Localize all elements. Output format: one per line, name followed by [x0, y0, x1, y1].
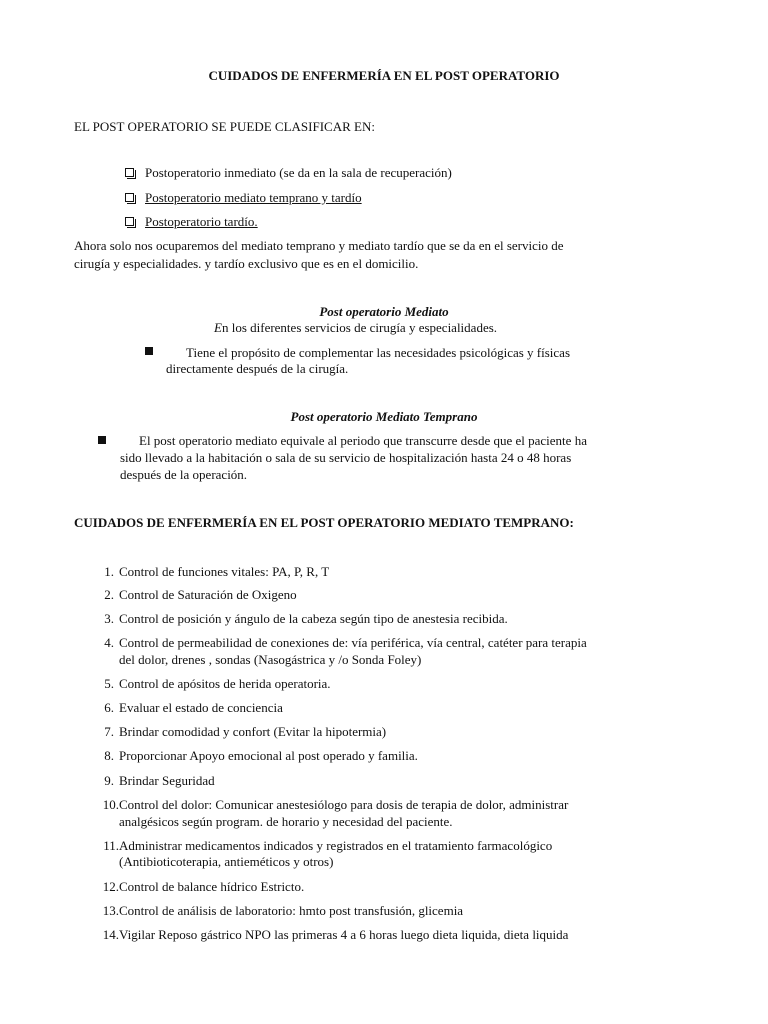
- list-number: 6.: [104, 700, 114, 715]
- list-number: 2.: [104, 587, 114, 602]
- list-item: Proporcionar Apoyo emocional al post operado y familia.: [119, 748, 418, 763]
- list-number: 5.: [104, 676, 114, 691]
- list-item: Control de Saturación de Oxigeno: [119, 587, 297, 602]
- list-number: 13.: [102, 903, 119, 918]
- list-number: 11.: [103, 838, 119, 853]
- care-heading: CUIDADOS DE ENFERMERÍA EN EL POST OPERATORIO MEDIATO TEMPRANO:: [74, 515, 574, 530]
- classification-intro: EL POST OPERATORIO SE PUEDE CLASIFICAR EN:: [74, 119, 375, 134]
- list-number: 9.: [104, 773, 114, 788]
- section-heading-mediato: Post operatorio Mediato: [319, 304, 449, 319]
- list-number: 10.: [102, 797, 119, 812]
- bullet-line: El post operatorio mediato equivale al periodo que transcurre desde que el paciente ha: [139, 433, 587, 448]
- checkbox-icon: [125, 193, 134, 202]
- list-item-continued: analgésicos según program. de horario y necesidad del paciente.: [119, 814, 453, 829]
- list-item: Administrar medicamentos indicados y registrados en el tratamiento farmacológico: [119, 838, 553, 853]
- list-number: 14.: [102, 927, 119, 942]
- list-item: Evaluar el estado de conciencia: [119, 700, 283, 715]
- checkbox-icon: [125, 168, 134, 177]
- list-item: Control de funciones vitales: PA, P, R, T: [119, 564, 330, 579]
- list-item: Brindar comodidad y confort (Evitar la hipotermia): [119, 724, 387, 739]
- list-number: 4.: [104, 635, 114, 650]
- document-title: CUIDADOS DE ENFERMERÍA EN EL POST OPERATORIO: [208, 68, 560, 83]
- paragraph-line: Ahora solo nos ocuparemos del mediato temprano y mediato tardío que se da en el servicio de: [74, 238, 564, 253]
- paragraph-line: cirugía y especialidades. y tardío exclusivo que es en el domicilio.: [74, 256, 419, 271]
- list-number: 7.: [104, 724, 114, 739]
- square-bullet-icon: [98, 436, 106, 444]
- list-item: Control de balance hídrico Estricto.: [119, 879, 305, 894]
- bullet-line: sido llevado a la habitación o sala de su servicio de hospitalización hasta 24 o 48 horas: [120, 450, 572, 465]
- bullet-line: después de la operación.: [120, 467, 248, 482]
- list-item: Brindar Seguridad: [119, 773, 215, 788]
- type-item: Postoperatorio inmediato (se da en la sala de recuperación): [145, 165, 452, 180]
- type-item: Postoperatorio mediato temprano y tardío: [145, 190, 362, 205]
- subtitle-text: n los diferentes servicios de cirugía y especialidades.: [221, 320, 498, 335]
- type-item: Postoperatorio tardío.: [145, 214, 258, 229]
- list-item: Control del dolor: Comunicar anestesiólogo para dosis de terapia de dolor, administrar: [119, 797, 569, 812]
- list-item: Control de apósitos de herida operatoria.: [119, 676, 331, 691]
- section-subtitle: [214, 319, 497, 336]
- bullet-line: directamente después de la cirugía.: [166, 361, 349, 376]
- list-item-continued: (Antibioticoterapia, antieméticos y otros): [119, 854, 334, 869]
- drop-cap: E: [214, 320, 222, 335]
- list-item: Control de permeabilidad de conexiones de: vía periférica, vía central, catéter para terapia: [119, 635, 587, 650]
- list-item: Vigilar Reposo gástrico NPO las primeras 4 a 6 horas luego dieta liquida, dieta liquida: [119, 927, 569, 942]
- list-item: Control de análisis de laboratorio: hmto post transfusión, glicemia: [119, 903, 464, 918]
- list-item-continued: del dolor, drenes , sondas (Nasogástrica y /o Sonda Foley): [119, 652, 422, 667]
- list-number: 12.: [102, 879, 119, 894]
- list-number: 1.: [104, 564, 114, 579]
- list-number: 3.: [104, 611, 114, 626]
- checkbox-icon: [125, 217, 134, 226]
- bullet-line: Tiene el propósito de complementar las necesidades psicológicas y físicas: [186, 345, 571, 360]
- square-bullet-icon: [145, 347, 153, 355]
- section-heading-mediato-temprano: Post operatorio Mediato Temprano: [290, 409, 478, 424]
- list-item: Control de posición y ángulo de la cabeza según tipo de anestesia recibida.: [119, 611, 508, 626]
- list-number: 8.: [104, 748, 114, 763]
